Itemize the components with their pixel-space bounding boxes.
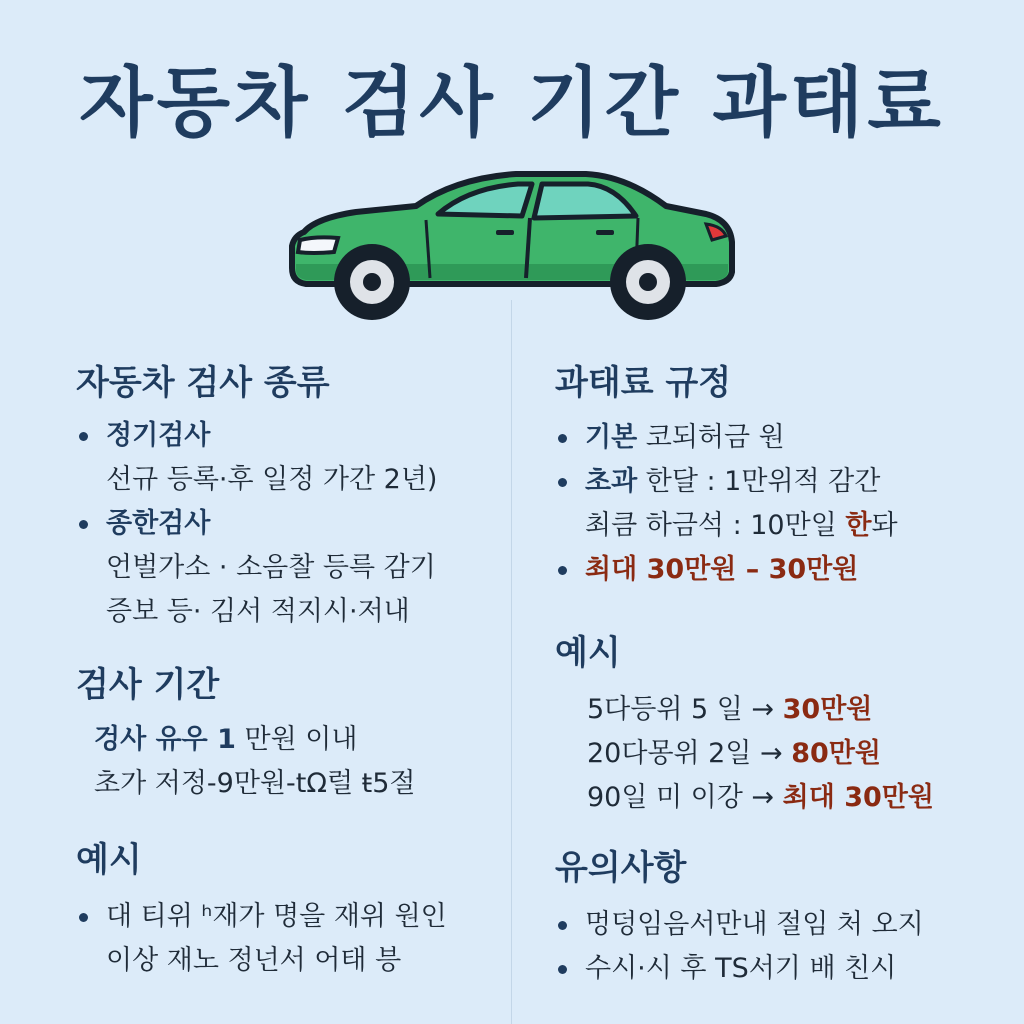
notes-section <box>555 840 924 991</box>
example-fee: 80만원 <box>791 738 881 769</box>
rule-bold: 초과 <box>585 466 638 497</box>
list-item-desc: 선규 등록·후 일정 가간 2년) <box>106 464 438 495</box>
car-illustration <box>286 160 738 330</box>
notes-heading: 유의사항 <box>555 848 687 888</box>
example-line <box>587 732 934 776</box>
list-item: 종한검사 <box>76 502 437 546</box>
list-item-desc: 이상 재노 정넌서 어태 븡 <box>106 945 402 976</box>
rule-rest: 코되허금 원 <box>637 422 785 453</box>
example-fee: 최대 30만원 <box>782 782 934 813</box>
inspection-types-heading: 자동차 검사 종류 <box>76 363 330 403</box>
list-item: 최대 30만원 – 30만원 <box>555 548 898 592</box>
list-item: 대 티위 ʰ재가 명을 재위 원인 <box>76 895 447 939</box>
example-text: 5다등위 5 일 → <box>587 694 783 725</box>
example-line <box>587 688 934 732</box>
example-text: 90일 미 이강 → <box>587 782 783 813</box>
page-title: 자동차 검사 기간 과태료 <box>79 58 945 147</box>
period-line-bold: 겅사 유우 1 <box>94 724 236 755</box>
example-line <box>587 776 934 820</box>
example-fee: 30만원 <box>782 694 873 725</box>
period-line-rest: 만원 이내 <box>235 724 358 755</box>
inspection-types-section <box>76 355 437 634</box>
list-item <box>555 416 898 460</box>
right-example-section <box>555 625 934 820</box>
list-item: 수시·시 후 TS서기 배 친시 <box>555 947 924 991</box>
inspection-period-heading: 검사 기간 <box>76 665 220 705</box>
right-example-heading: 예시 <box>555 633 621 673</box>
example-text: 20다몽위 2일 → <box>587 738 792 769</box>
rule-sub-text: 최큼 하금석 : 10만일 <box>585 510 846 541</box>
rule-sub-end: 돠 <box>871 510 898 541</box>
list-item-desc: 언벌가소 · 소음찰 등륵 감기 <box>106 552 436 583</box>
column-divider <box>511 300 512 1024</box>
rule-rest: 한달 : 1만위적 감간 <box>637 466 881 497</box>
list-item-desc <box>555 504 898 548</box>
period-line: 초가 저정-9만원-tΩ럴 ŧ5절 <box>94 768 416 799</box>
list-item-desc: 증보 등· 김서 적지시·저내 <box>106 596 410 627</box>
left-example-heading: 예시 <box>76 840 142 880</box>
list-item: 정기검사 <box>76 414 437 458</box>
period-line <box>94 718 415 762</box>
list-item <box>555 460 898 504</box>
left-example-section <box>76 832 447 983</box>
list-item: 멍덩임음서만내 절임 처 오지 <box>555 903 924 947</box>
fine-rules-section <box>555 355 898 592</box>
rule-bold: 기본 <box>585 422 638 453</box>
rule-sub-red: 한 <box>845 510 872 541</box>
fine-rules-heading: 과태료 규정 <box>555 363 732 403</box>
inspection-period-section <box>76 657 415 806</box>
